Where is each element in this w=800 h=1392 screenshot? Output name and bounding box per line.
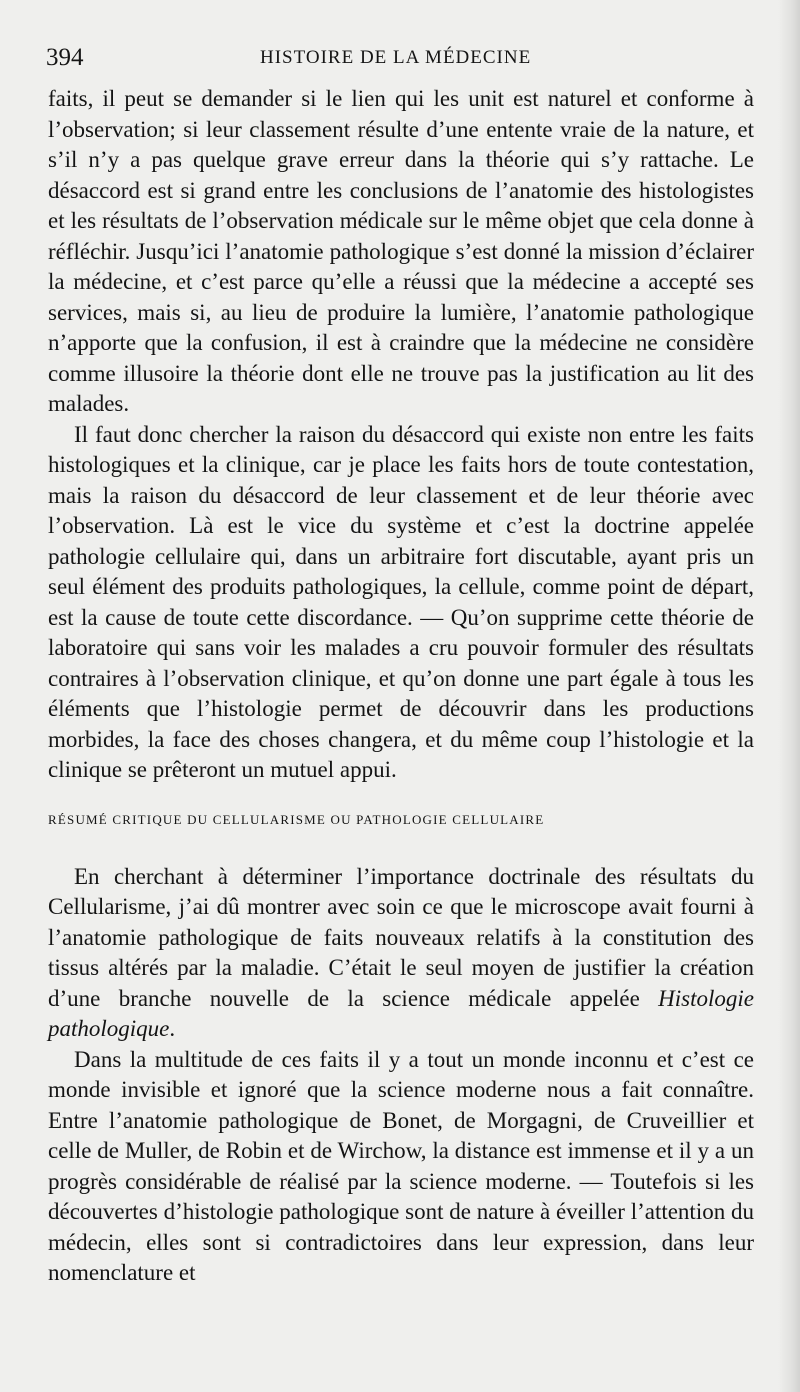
page-body [48,84,754,1289]
page-header [46,44,756,78]
paragraph-text: En cherchant à déterminer l’importance doctrinale des résultats du Cellularisme, j’ai dû montrer avec soin ce que le microscope avait fourni à l’anatomie pathologique de faits nouveaux relatifs à la constitution des tissus altérés par la maladie. C’était le seul moyen de justifier la création d’une branche nouvelle de la science médicale appelée [48,863,754,1011]
running-title: HISTOIRE DE LA MÉDECINE [260,47,532,68]
paragraph [48,862,754,1045]
paragraph: Il faut donc chercher la raison du désaccord qui existe non entre les faits histologiques et la clinique, car je place les faits hors de toute contestation, mais la raison du désaccord de leur classement et de leur théorie avec l’observation. Là est le vice du système et c’est la doctrine appelée pathologie cellulaire qui, dans un arbitraire fort discutable, ayant pris un seul élément des produits pathologiques, la cellule, comme point de départ, est la cause de toute cette discordance. — Qu’on supprime cette théorie de laboratoire qui sans voir les malades a cru pouvoir formuler des résultats contraires à l’observation clinique, et qu’on donne une part égale à tous les éléments que l’histologie permet de découvrir dans les productions morbides, la face des choses changera, et du même coup l’histologie et la clinique se prêteront un mutuel appui. [48,421,754,782]
italic-term: Histologie pathologique [48,985,754,1041]
page-number: 394 [46,44,84,71]
paragraph: Dans la multitude de ces faits il y a tout un monde inconnu et c’est ce monde invisible et ignoré que la science moderne nous a fait connaître. Entre l’anatomie pathologique de Bonet, de Morgagni, de Cruveillier et celle de Muller, de Robin et de Wirchow, la distance est immense et il y a un progrès considérable de réalisé par la science moderne. — Toutefois si les découvertes d’histologie pathologique sont de nature à éveiller l’attention du médecin, elles sont si contradictoires dans leur expression, dans leur nomenclature et [48,1046,754,1285]
page-edge-shadow [778,0,800,1392]
section-heading: RÉSUMÉ CRITIQUE DU CELLULARISME OU PATHOLOGIE CELLULAIRE [48,811,545,827]
paragraph-text-end: . [169,1016,176,1041]
paragraph-continued: faits, il peut se demander si le lien qui les unit est naturel et conforme à l’observation; si leur classement résulte d’une entente vraie de la nature, et s’il n’y a pas quelque grave erreur dans la théorie qui s’y rattache. Le désaccord est si grand entre les conclusions de l’anatomie des histologistes et les résultats de l’observation médicale sur le même objet que cela donne à réfléchir. Jusqu’ici l’anatomie pathologique s’est donné la mission d’éclairer la médecine, et c’est parce qu’elle a réussi que la médecine a accepté ses services, mais si, au lieu de produire la lumière, l’anatomie pathologique n’apporte que la confusion, il est à craindre que la médecine ne considère comme illusoire la théorie dont elle ne trouve pas la justification au lit des malades. [48,86,754,416]
